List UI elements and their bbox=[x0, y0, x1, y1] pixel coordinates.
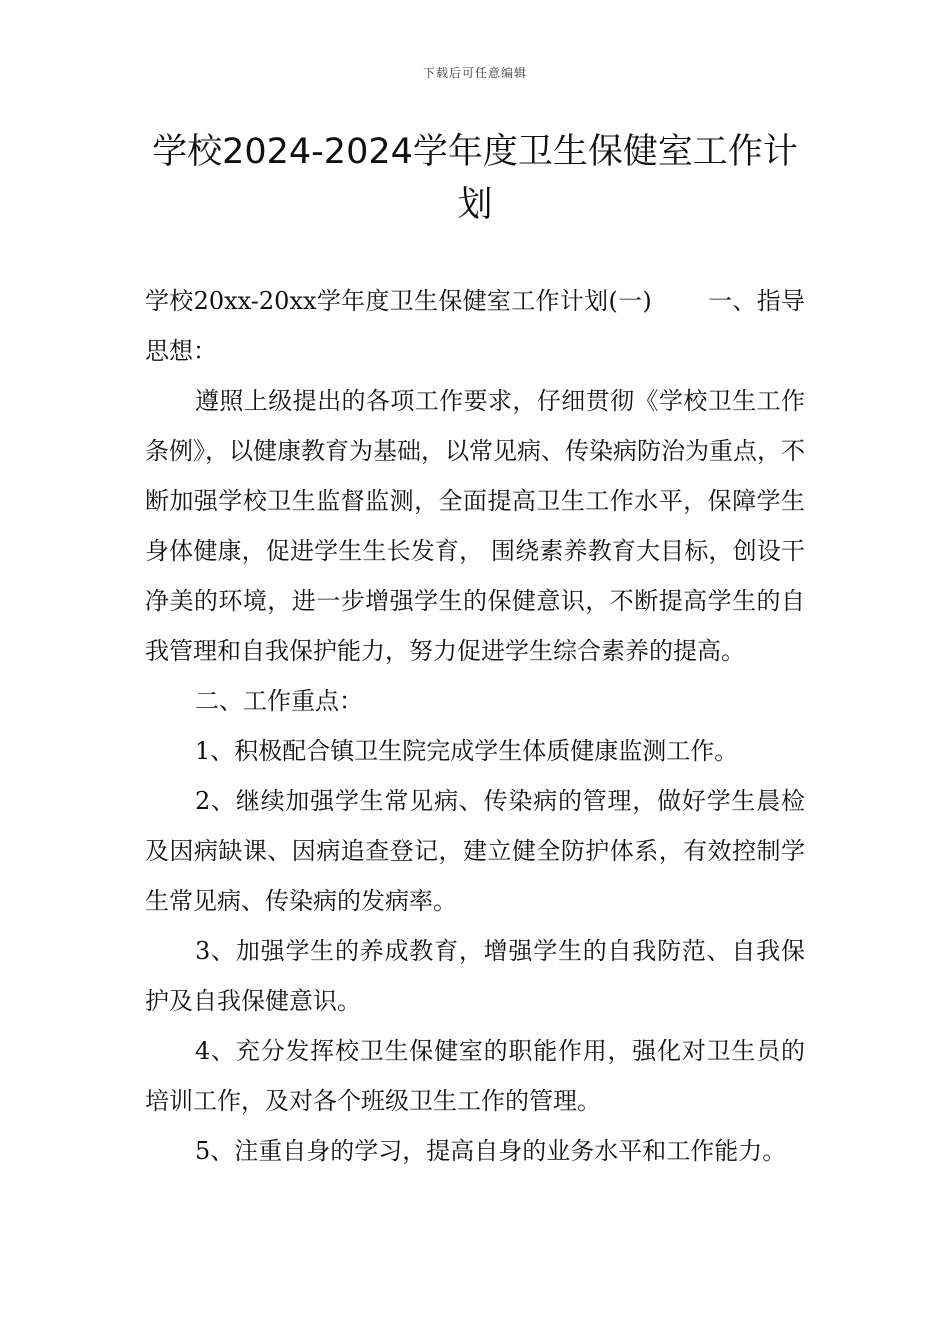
list-item-4: 4、充分发挥校卫生保健室的职能作用，强化对卫生员的培训工作，及对各个班级卫生工作的管理。 bbox=[145, 1037, 805, 1115]
document-title: 学校2024-2024学年度卫生保健室工作计划 bbox=[152, 132, 798, 225]
paragraph-guiding-thought: 遵照上级提出的各项工作要求，仔细贯彻《学校卫生工作条例》，以健康教育为基础，以常见病、传染病防治为重点，不断加强学校卫生监督监测，全面提高卫生工作水平，保障学生身体健康，促进学生生长发育， 围绕素养教育大目标，创设干净美的环境，进一步增强学生的保健意识，不断提高学生的自我管理和自我保护能力，努力促进学生综合素养的提高。 bbox=[145, 387, 805, 665]
section-heading-guiding-thought: 一、指导思想： bbox=[145, 287, 805, 365]
list-item-3: 3、加强学生的养成教育，增强学生的自我防范、自我保护及自我保健意识。 bbox=[145, 937, 805, 1015]
paragraph-intro bbox=[145, 276, 805, 376]
list-item-2: 2、继续加强学生常见病、传染病的管理，做好学生晨检及因病缺课、因病追查登记，建立健全防护体系，有效控制学生常见病、传染病的发病率。 bbox=[145, 787, 805, 915]
list-item-1: 1、积极配合镇卫生院完成学生体质健康监测工作。 bbox=[195, 737, 739, 765]
document-body bbox=[145, 276, 805, 1176]
header-note: 下载后可任意编辑 bbox=[422, 66, 527, 80]
section-heading-work-focus: 二、工作重点： bbox=[195, 687, 363, 715]
list-item-5: 5、注重自身的学习，提高自身的业务水平和工作能力。 bbox=[195, 1137, 787, 1165]
plan-subtitle: 学校20xx-20xx学年度卫生保健室工作计划(一) bbox=[145, 287, 652, 315]
